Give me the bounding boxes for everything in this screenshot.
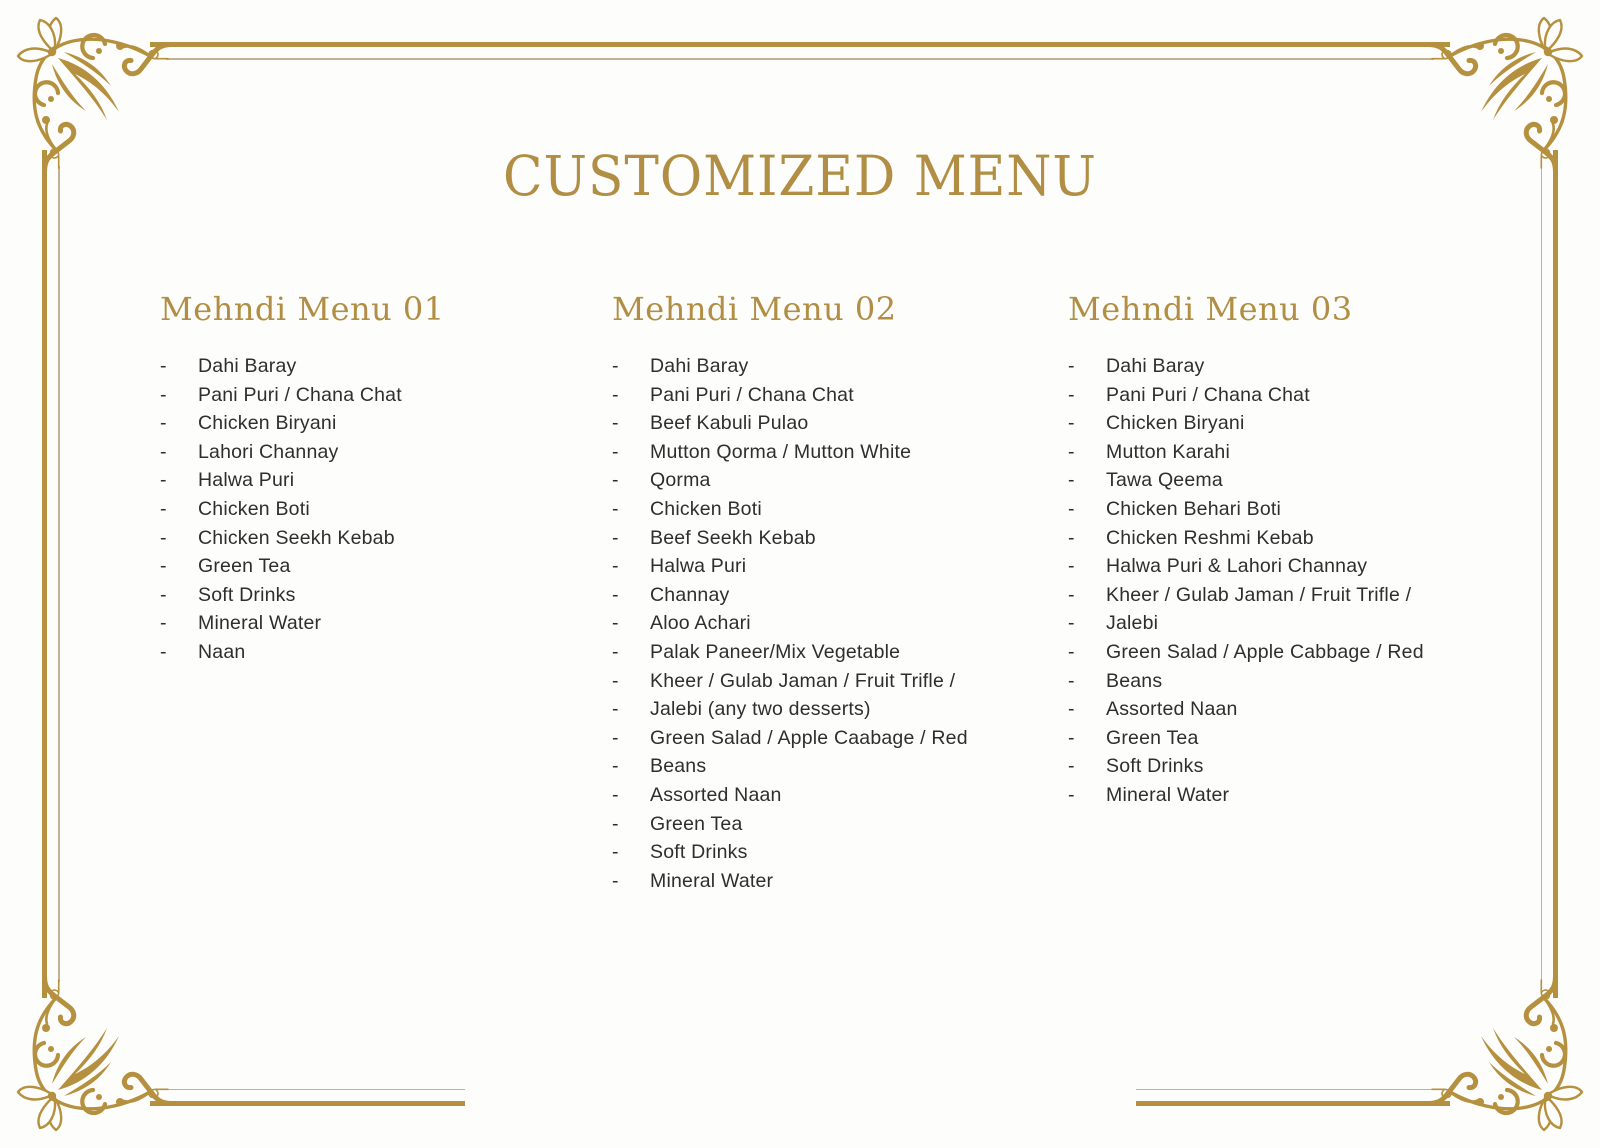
dash-bullet: - <box>160 412 167 435</box>
menu-item-label: Channay <box>650 583 730 606</box>
menu-item <box>1068 695 1518 724</box>
menu-item-label: Assorted Naan <box>1106 698 1238 721</box>
dash-bullet: - <box>612 755 619 778</box>
dash-bullet: - <box>612 383 619 406</box>
dash-bullet: - <box>612 440 619 463</box>
menu-item <box>160 352 610 381</box>
menu-item-label: Jalebi (any two desserts) <box>650 698 871 721</box>
dash-bullet: - <box>612 841 619 864</box>
page-title: CUSTOMIZED MENU <box>503 144 1097 208</box>
menu-column-02 <box>612 290 1062 895</box>
menu-item-label: Green Tea <box>650 812 743 835</box>
dash-bullet: - <box>1068 469 1075 492</box>
menu-column-03 <box>1068 290 1518 810</box>
menu-item <box>612 495 1062 524</box>
menu-item <box>160 495 610 524</box>
dash-bullet: - <box>612 640 619 663</box>
menu-item <box>612 466 1062 495</box>
menu-item <box>160 438 610 467</box>
inner-line-right <box>1541 166 1543 982</box>
menu-item <box>612 838 1062 867</box>
menu-item-label: Assorted Naan <box>650 783 782 806</box>
menu-item <box>1068 581 1518 610</box>
menu-item-label: Mutton Qorma / Mutton White <box>650 440 912 463</box>
menu-item-label: Pani Puri / Chana Chat <box>1106 383 1310 406</box>
dash-bullet: - <box>612 412 619 435</box>
menu-item-label: Chicken Reshmi Kebab <box>1106 526 1314 549</box>
menu-item-label: Palak Paneer/Mix Vegetable <box>650 640 901 663</box>
menu-item-label: Kheer / Gulab Jaman / Fruit Trifle / <box>1106 583 1412 606</box>
menu-item <box>612 638 1062 667</box>
menu-item <box>1068 409 1518 438</box>
dash-bullet: - <box>612 526 619 549</box>
dash-bullet: - <box>1068 497 1075 520</box>
menu-heading-02: Mehndi Menu 02 <box>612 290 897 328</box>
menu-item <box>160 381 610 410</box>
menu-item <box>160 524 610 553</box>
dash-bullet: - <box>160 469 167 492</box>
menu-item <box>612 552 1062 581</box>
menu-item <box>1068 752 1518 781</box>
menu-item-label: Mineral Water <box>198 612 322 635</box>
menu-item-label: Halwa Puri <box>198 469 295 492</box>
menu-item <box>612 781 1062 810</box>
menu-item <box>612 867 1062 896</box>
menu-item <box>1068 609 1518 638</box>
menu-item <box>1068 552 1518 581</box>
menu-item-label: Green Tea <box>1106 726 1199 749</box>
menu-item <box>1068 781 1518 810</box>
menu-item-label: Pani Puri / Chana Chat <box>650 383 854 406</box>
menu-item <box>1068 524 1518 553</box>
menu-item-label: Soft Drinks <box>1106 755 1204 778</box>
dash-bullet: - <box>160 383 167 406</box>
menu-item <box>1068 352 1518 381</box>
dash-bullet: - <box>1068 583 1075 606</box>
dash-bullet: - <box>160 555 167 578</box>
dash-bullet: - <box>1068 555 1075 578</box>
menu-item <box>1068 495 1518 524</box>
dash-bullet: - <box>160 440 167 463</box>
corner-flourish-icon <box>1380 928 1600 1148</box>
dash-bullet: - <box>612 555 619 578</box>
dash-bullet: - <box>160 583 167 606</box>
dash-bullet: - <box>612 583 619 606</box>
menu-items-01 <box>160 352 610 667</box>
menu-item <box>612 667 1062 696</box>
dash-bullet: - <box>1068 383 1075 406</box>
menu-item-label: Halwa Puri & Lahori Channay <box>1106 555 1368 578</box>
menu-items-02 <box>612 352 1062 895</box>
border-line-top <box>150 42 1450 47</box>
menu-item-label: Mutton Karahi <box>1106 440 1230 463</box>
menu-item-label: Aloo Achari <box>650 612 751 635</box>
dash-bullet: - <box>1068 698 1075 721</box>
border-line-left <box>42 150 47 998</box>
corner-flourish-icon <box>0 928 220 1148</box>
menu-item <box>612 695 1062 724</box>
menu-heading-03: Mehndi Menu 03 <box>1068 290 1353 328</box>
menu-item <box>612 524 1062 553</box>
dash-bullet: - <box>612 812 619 835</box>
menu-item <box>612 381 1062 410</box>
menu-item-label: Dahi Baray <box>650 355 749 377</box>
dash-bullet: - <box>1068 440 1075 463</box>
menu-item <box>160 409 610 438</box>
menu-item-label: Chicken Boti <box>198 497 310 520</box>
menu-item-label: Qorma <box>650 469 711 492</box>
dash-bullet: - <box>1068 526 1075 549</box>
dash-bullet: - <box>160 355 167 377</box>
menu-item-label: Tawa Qeema <box>1106 469 1223 492</box>
menu-item-label: Kheer / Gulab Jaman / Fruit Trifle / <box>650 669 956 692</box>
menu-item-label: Green Salad / Apple Cabbage / Red <box>1106 640 1424 663</box>
menu-item-label: Chicken Seekh Kebab <box>198 526 395 549</box>
menu-item-label: Lahori Channay <box>198 440 339 463</box>
dash-bullet: - <box>1068 355 1075 377</box>
menu-heading-01: Mehndi Menu 01 <box>160 290 445 328</box>
menu-item-label: Green Tea <box>198 555 291 578</box>
menu-item <box>1068 438 1518 467</box>
dash-bullet: - <box>1068 669 1075 692</box>
dash-bullet: - <box>160 640 167 663</box>
menu-items-03 <box>1068 352 1518 810</box>
dash-bullet: - <box>612 669 619 692</box>
dash-bullet: - <box>160 497 167 520</box>
border-line-right <box>1553 150 1558 998</box>
menu-item-label: Chicken Boti <box>650 497 762 520</box>
menu-item-label: Beef Kabuli Pulao <box>650 412 809 435</box>
menu-item <box>1068 466 1518 495</box>
menu-item-label: Beans <box>1106 669 1163 692</box>
menu-item <box>160 609 610 638</box>
menu-item-label: Jalebi <box>1106 612 1159 635</box>
menu-item <box>612 810 1062 839</box>
dash-bullet: - <box>612 355 619 377</box>
menu-item-label: Chicken Behari Boti <box>1106 497 1282 520</box>
dash-bullet: - <box>1068 612 1075 635</box>
dash-bullet: - <box>1068 640 1075 663</box>
menu-item-label: Soft Drinks <box>198 583 296 606</box>
menu-item <box>612 752 1062 781</box>
menu-item-label: Dahi Baray <box>1106 355 1205 377</box>
menu-item <box>1068 667 1518 696</box>
menu-item-label: Beans <box>650 755 707 778</box>
menu-item-label: Chicken Biryani <box>1106 412 1245 435</box>
dash-bullet: - <box>612 497 619 520</box>
menu-item <box>612 438 1062 467</box>
menu-item-label: Green Salad / Apple Caabage / Red <box>650 726 968 749</box>
dash-bullet: - <box>1068 783 1075 806</box>
menu-item <box>160 581 610 610</box>
dash-bullet: - <box>612 469 619 492</box>
dash-bullet: - <box>1068 726 1075 749</box>
dash-bullet: - <box>612 612 619 635</box>
dash-bullet: - <box>1068 755 1075 778</box>
menu-item-label: Beef Seekh Kebab <box>650 526 816 549</box>
menu-item <box>1068 638 1518 667</box>
dash-bullet: - <box>612 726 619 749</box>
menu-item <box>612 581 1062 610</box>
dash-bullet: - <box>160 612 167 635</box>
menu-item-label: Naan <box>198 640 246 663</box>
menu-item <box>612 352 1062 381</box>
menu-item-label: Soft Drinks <box>650 841 748 864</box>
dash-bullet: - <box>1068 412 1075 435</box>
menu-item <box>1068 724 1518 753</box>
menu-item <box>160 466 610 495</box>
menu-item <box>160 638 610 667</box>
dash-bullet: - <box>612 698 619 721</box>
menu-item-label: Dahi Baray <box>198 355 297 377</box>
menu-item-label: Mineral Water <box>1106 783 1230 806</box>
menu-item <box>160 552 610 581</box>
menu-item <box>612 609 1062 638</box>
menu-item-label: Mineral Water <box>650 869 774 892</box>
dash-bullet: - <box>160 526 167 549</box>
menu-item-label: Pani Puri / Chana Chat <box>198 383 402 406</box>
inner-line-left <box>58 166 60 982</box>
dash-bullet: - <box>612 869 619 892</box>
menu-item <box>1068 381 1518 410</box>
menu-item-label: Halwa Puri <box>650 555 747 578</box>
dash-bullet: - <box>612 783 619 806</box>
menu-item <box>612 409 1062 438</box>
inner-line-top <box>166 58 1434 60</box>
menu-item <box>612 724 1062 753</box>
menu-column-01 <box>160 290 610 667</box>
menu-item-label: Chicken Biryani <box>198 412 337 435</box>
